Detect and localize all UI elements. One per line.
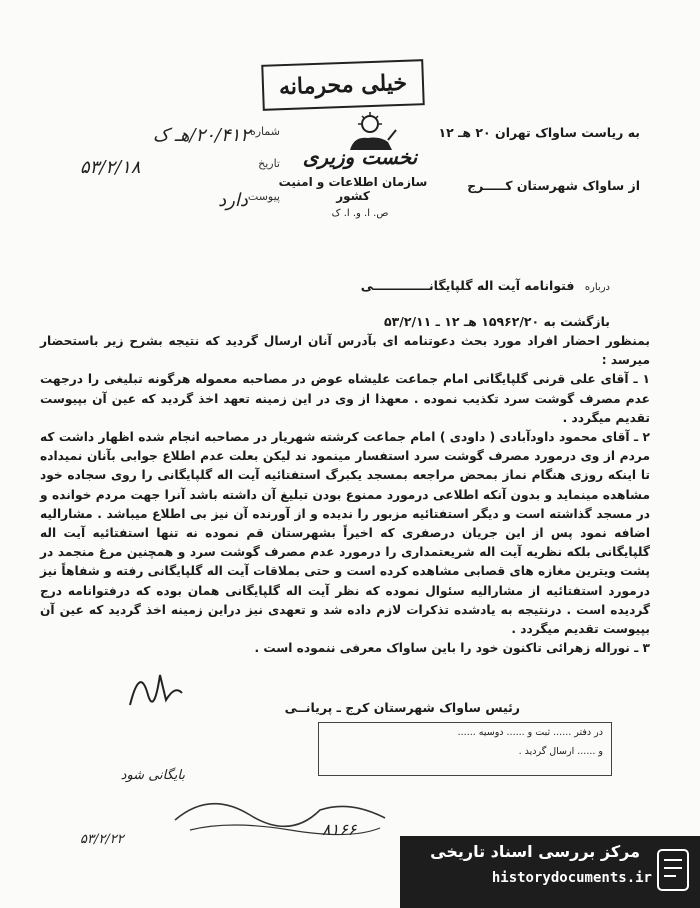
signatory-line: رئیس ساواک شهرستان کرج ـ پریانــی: [284, 700, 520, 715]
attachment-value: دارد: [218, 190, 248, 211]
body-paragraph: ۲ ـ آقای محمود داودآبادی ( داودی ) امام جماعت کرشته شهریار در مصاحبه انجام شده اظهار داشت که مردم از وی درمورد مصرف گوشت سرد استفسار مینمود ند لیکن بعلت عدم اطلاع جوابی بآنان نمیداده تا اینکه روزی هنگام نماز بمحض مراجعه بمسجد یکبرگ استفتائیه آیت اله گلپایگانی را روی سجاده خود مشاهده مینماید و بدون آنکه اطلاعی درمورد ممنوع بودن تبلیغ آن داشته باشد آنرا جهت مردم خوانده و در مسجد گذاشته است و دیگر استفتائیه مزبور را ندیده و از آورنده آن نیز بی اطلاع میباشد . مشارالیه اضافه نمود پس از این جریان درصفری که اخیراً بشهرستان قم نموده نه تنها استفتائیه آیت اله گلپایگانی بلکه نظریه آیت اله شریعتمداری را درمورد عدم مصرف گوشت سرد و همچنین مرغ منجمد در پشت ویترین مغازه های قصابی مشاهده کرده است و حتی بملاقات آیت اله گلپایگانی رفته و شفاهاً نیز درمورد استفتائیه از مشارالیه سئوال نموده که نظر آیت اله گلپایگانی همان بوده که درفتوانامه درج گردیده است . درنتیجه به یادشده تذکرات لازم داده شد و تعهدی نیز دراین زمینه اخذ گردید که عین آن بپیوست تقدیم میگردد .: [40, 430, 650, 637]
archive-logo-icon: [654, 846, 692, 894]
organization-name: سازمان اطلاعات و امنیت کشور: [278, 175, 428, 203]
body-paragraph: ۳ ـ نوراله زهرائی تاکنون خود را باین ساواک معرفی ننموده است .: [254, 641, 650, 656]
number-label: شماره: [249, 125, 280, 138]
recipient-line: به ریاست ساواک تهران ۲۰ هـ ۱۲: [438, 125, 640, 140]
ministry-title: نخست وزیری: [302, 145, 418, 169]
organization-code: ص. ا. و. ا. ک: [331, 208, 389, 219]
stamp-line: و ...... ارسال گردید .: [518, 746, 603, 757]
date-value: ۵۳/۲/۱۸: [80, 157, 141, 178]
classification-stamp: خیلی محرمانه: [261, 59, 425, 111]
registry-stamp: [318, 722, 612, 776]
attachment-label: پیوست: [247, 190, 280, 203]
subject-line: [250, 278, 610, 293]
number-field: [80, 125, 280, 146]
reference-line: بازگشت به ۱۵۹۶۲/۲۰ هـ ۱۲ ـ ۵۳/۲/۱۱: [384, 314, 610, 329]
date-label: تاریخ: [258, 157, 280, 170]
margin-note: بایگانی شود: [120, 768, 185, 783]
subject-text: فتوانامه آیت اله گلپایگانـــــــــــــی: [360, 278, 575, 293]
signature-scribble-icon: [120, 655, 190, 715]
stamp-line: در دفتر ...... ثبت و ...... دوسیه ......: [457, 727, 603, 738]
attachment-field: [80, 190, 280, 211]
handwritten-number: ۸۱۶۶: [322, 820, 357, 839]
date-field: [80, 157, 280, 178]
body-paragraph: ۱ ـ آقای علی قرنی گلپایگانی امام جماعت علیشاه عوض در مصاحبه معموله هرگونه تبلیغی را درجهت عدم مصرف گوشت سرد تکذیب نموده . معهذا از وی در این زمینه تعهد اخذ گردید که عین آن بپیوست تقدیم میگردد .: [40, 372, 650, 425]
watermark-banner: [400, 836, 700, 908]
letter-body: [40, 332, 650, 658]
subject-label: درباره: [584, 282, 610, 293]
handwritten-date: ۵۳/۲/۲۲: [80, 832, 124, 847]
watermark-url: historydocuments.ir: [491, 870, 652, 886]
number-value: ۲۰/۴۱۲/هـ ک: [152, 125, 250, 146]
watermark-title: مرکز بررسی اسناد تاریخی: [430, 842, 640, 861]
sender-line: از ساواک شهرستان کـــــرج: [467, 178, 640, 193]
body-paragraph: بمنظور احضار افراد مورد بحث دعوتنامه ای بآدرس آنان ارسال گردید که نتیجه بشرح زیر باستحضار میرسد :: [40, 334, 650, 368]
